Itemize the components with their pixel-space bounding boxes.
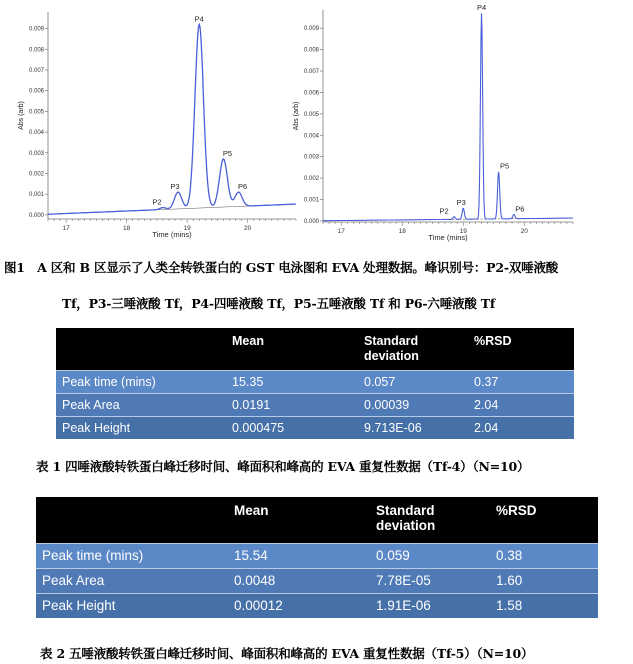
- table2-header-blank: [36, 497, 228, 543]
- figure-caption-line2: Tf，P3-三唾液酸 Tf，P4-四唾液酸 Tf，P5-五唾液酸 Tf 和 P6-六唾液酸 Tf: [62, 296, 496, 311]
- y-tick-label: 0.007: [303, 69, 319, 76]
- table1-cell: 9.713E-06: [358, 416, 468, 439]
- y-tick-label: 0.005: [28, 109, 44, 116]
- x-tick-label: 17: [62, 225, 70, 232]
- table1-caption: 表 1 四唾液酸转铁蛋白峰迁移时间、峰面积和峰高的 EVA 重复性数据（Tf-4）（N=10）: [36, 459, 530, 474]
- table2-cell: Peak Area: [36, 568, 228, 593]
- electropherogram-a: [0, 0, 305, 250]
- peak-label-p6: P6: [515, 204, 525, 214]
- signal-trace: [323, 13, 573, 220]
- figure-caption-line1: 图1 A 区和 B 区显示了人类全转铁蛋白的 GST 电泳图和 EVA 处理数据。峰识别号：P2-双唾液酸: [4, 260, 559, 275]
- table1-cell: Peak Area: [56, 393, 226, 416]
- x-tick-label: 18: [398, 228, 406, 235]
- peak-label-p4: P4: [194, 14, 204, 24]
- table2-cell: 0.0048: [228, 568, 370, 593]
- table2-cell: 0.00012: [228, 593, 370, 618]
- x-tick-label: 18: [123, 225, 131, 232]
- y-tick-label: 0.001: [28, 192, 44, 199]
- table1-header-sd: Standard deviation: [358, 328, 468, 370]
- table2-cell: 1.91E-06: [370, 593, 490, 618]
- table-row: [36, 568, 598, 593]
- table2-cell: 0.059: [370, 543, 490, 568]
- y-tick-label: 0.002: [28, 171, 44, 178]
- table-2: [36, 497, 598, 618]
- table2-cell: 15.54: [228, 543, 370, 568]
- table2-cell: 0.38: [490, 543, 598, 568]
- table1-cell: 2.04: [468, 416, 574, 439]
- y-tick-label: 0.000: [303, 218, 319, 225]
- x-tick-label: 19: [183, 225, 191, 232]
- y-tick-label: 0.006: [28, 88, 44, 95]
- table2-cell: 7.78E-05: [370, 568, 490, 593]
- electropherogram-b: [293, 0, 605, 250]
- y-tick-label: 0.005: [303, 111, 319, 118]
- peak-label-p2: P2: [439, 206, 449, 216]
- table1-header-blank: [56, 328, 226, 370]
- peak-label-p3: P3: [170, 182, 180, 192]
- x-axis-label: Time (mins): [428, 233, 468, 242]
- table2-caption: 表 2 五唾液酸转铁蛋白峰迁移时间、峰面积和峰高的 EVA 重复性数据（Tf-5）（N=10）: [40, 646, 534, 661]
- x-axis-label: Time (mins): [152, 230, 192, 239]
- table-row: [56, 416, 574, 439]
- y-tick-label: 0.000: [28, 212, 44, 219]
- table1-cell: 0.000475: [226, 416, 358, 439]
- table-row: [36, 593, 598, 618]
- table1-cell: 0.0191: [226, 393, 358, 416]
- table2-header-sd: Standard deviation: [370, 497, 490, 543]
- x-tick-label: 20: [520, 228, 528, 235]
- y-tick-label: 0.004: [303, 133, 319, 140]
- table-row: [36, 543, 598, 568]
- x-tick-label: 19: [459, 228, 467, 235]
- y-tick-label: 0.002: [303, 176, 319, 183]
- y-tick-label: 0.006: [303, 90, 319, 97]
- x-tick-label: 17: [337, 228, 345, 235]
- table-1: [56, 328, 574, 439]
- peak-label-p5: P5: [222, 148, 233, 158]
- y-tick-label: 0.008: [28, 47, 44, 54]
- table1-header-mean: Mean: [226, 328, 358, 370]
- table1-cell: Peak time (mins): [56, 370, 226, 393]
- table1-header-rsd: %RSD: [468, 328, 574, 370]
- y-tick-label: 0.008: [303, 47, 319, 54]
- table2-cell: 1.58: [490, 593, 598, 618]
- y-tick-label: 0.001: [303, 197, 319, 204]
- table2-cell: Peak time (mins): [36, 543, 228, 568]
- x-tick-label: 20: [243, 225, 252, 232]
- table2-header-rsd: %RSD: [490, 497, 598, 543]
- y-tick-label: 0.003: [303, 154, 319, 161]
- y-tick-label: 0.004: [28, 130, 44, 137]
- y-tick-label: 0.003: [28, 150, 44, 157]
- peak-label-p2: P2: [152, 197, 162, 207]
- peak-label-p5: P5: [500, 161, 510, 171]
- y-tick-label: 0.009: [28, 26, 44, 33]
- peak-label-p6: P6: [237, 182, 248, 192]
- table1-cell: Peak Height: [56, 416, 226, 439]
- y-axis-label: Abs (arb): [293, 101, 300, 131]
- table1-cell: 15.35: [226, 370, 358, 393]
- table2-cell: Peak Height: [36, 593, 228, 618]
- table1-cell: 0.00039: [358, 393, 468, 416]
- peak-label-p4: P4: [476, 3, 487, 13]
- table-row: [56, 370, 574, 393]
- table-row: [56, 393, 574, 416]
- peak-label-p3: P3: [456, 198, 466, 208]
- table1-cell: 0.37: [468, 370, 574, 393]
- y-axis-label: Abs (arb): [18, 101, 25, 130]
- table1-cell: 0.057: [358, 370, 468, 393]
- table1-cell: 2.04: [468, 393, 574, 416]
- y-tick-label: 0.007: [28, 67, 44, 74]
- table2-cell: 1.60: [490, 568, 598, 593]
- y-tick-label: 0.009: [303, 26, 319, 33]
- table2-header-mean: Mean: [228, 497, 370, 543]
